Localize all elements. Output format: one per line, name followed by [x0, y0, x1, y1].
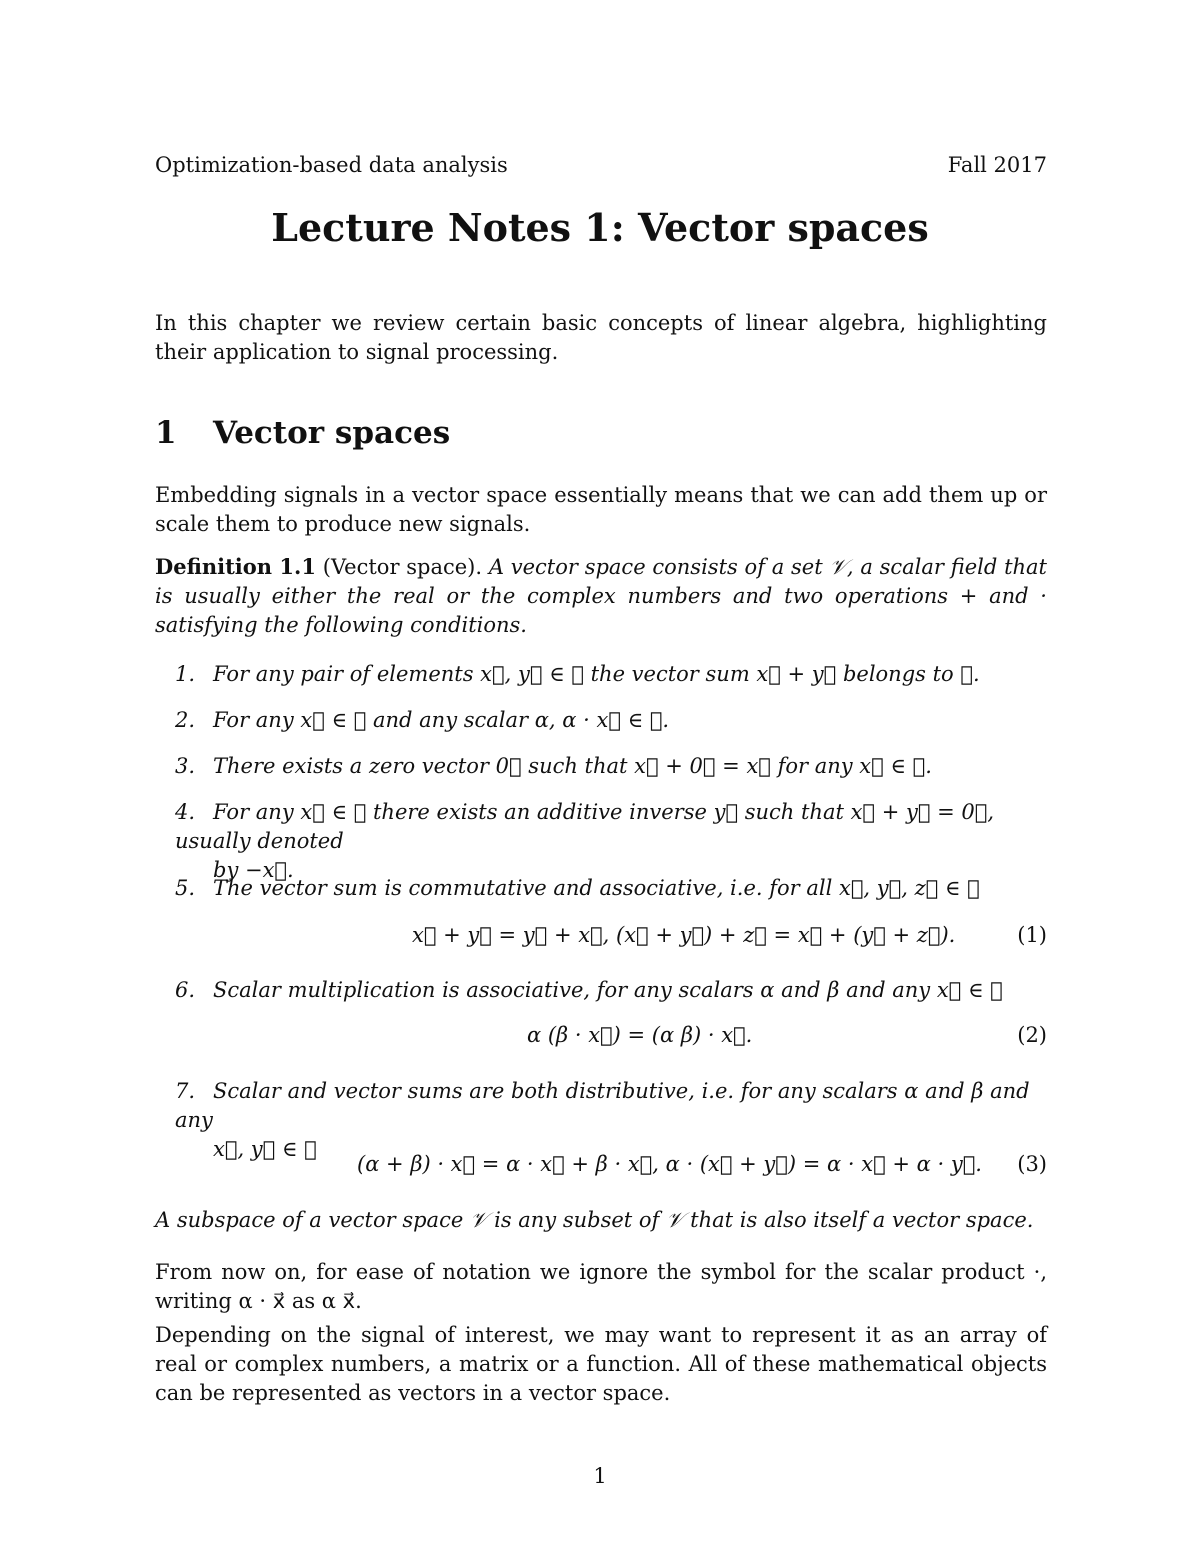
definition-label: Definition 1.1	[155, 554, 316, 579]
equation-2: α (β · x⃗) = (α β) · x⃗.	[527, 1023, 753, 1047]
list-item-text-continued: x⃗, y⃗ ∈ 𝒱	[213, 1137, 317, 1161]
list-item-text: For any x⃗ ∈ 𝒱 there exists an additive inverse y⃗ such that x⃗ + y⃗ = 0⃗, usually denoted	[175, 800, 995, 853]
list-item-text: Scalar and vector sums are both distributive, i.e. for any scalars α and β and any	[175, 1079, 1030, 1132]
definition-block	[155, 552, 1047, 640]
list-item	[175, 874, 1047, 903]
list-item-number: 7.	[175, 1079, 196, 1103]
section-title: Vector spaces	[213, 415, 451, 451]
definition-name: (Vector space).	[322, 555, 483, 579]
list-item-text: The vector sum is commutative and associative, i.e. for all x⃗, y⃗, z⃗ ∈ 𝒱	[213, 876, 980, 900]
notation-paragraph: From now on, for ease of notation we ignore the symbol for the scalar product ·, writing α · x⃗ as α x⃗.	[155, 1260, 1047, 1313]
list-item-number: 5.	[175, 876, 196, 900]
equation-number-1: (1)	[1017, 923, 1047, 947]
list-item-number: 2.	[175, 708, 196, 732]
list-item-number: 6.	[175, 978, 196, 1002]
list-item-number: 1.	[175, 662, 196, 686]
list-item-text: For any pair of elements x⃗, y⃗ ∈ 𝒱 the vector sum x⃗ + y⃗ belongs to 𝒱.	[213, 662, 980, 686]
definition-text: A vector space consists of a set 𝒱, a scalar field that is usually either the real or the complex numbers and two operations + and · satisfying the following conditions.	[155, 555, 1047, 637]
list-item	[175, 660, 1047, 689]
section-number: 1	[155, 415, 177, 451]
list-item	[175, 752, 1047, 781]
page-number: 1	[593, 1464, 607, 1488]
equation-1: x⃗ + y⃗ = y⃗ + x⃗, (x⃗ + y⃗) + z⃗ = x⃗ + (y⃗ + z⃗).	[412, 923, 956, 947]
running-header-term: Fall 2017	[947, 153, 1047, 177]
equation-number-3: (3)	[1017, 1152, 1047, 1176]
list-item-number: 3.	[175, 754, 196, 778]
intro-paragraph: In this chapter we review certain basic concepts of linear algebra, highlighting their application to signal processing.	[155, 311, 1047, 364]
list-item-text: Scalar multiplication is associative, for any scalars α and β and any x⃗ ∈ 𝒱	[213, 978, 1003, 1002]
equation-number-2: (2)	[1017, 1023, 1047, 1047]
equation-3: (α + β) · x⃗ = α · x⃗ + β · x⃗, α · (x⃗ + y⃗) = α · x⃗ + α · y⃗.	[357, 1152, 982, 1176]
section-intro-paragraph: Embedding signals in a vector space essentially means that we can add them up or scale them to produce new signals.	[155, 483, 1047, 536]
list-item	[175, 798, 1047, 885]
list-item	[175, 706, 1047, 735]
list-item-number: 4.	[175, 800, 196, 824]
list-item	[175, 976, 1047, 1005]
subspace-statement: A subspace of a vector space 𝒱 is any subset of 𝒱 that is also itself a vector space.	[155, 1208, 1034, 1232]
closing-paragraph: Depending on the signal of interest, we may want to represent it as an array of real or complex numbers, a matrix or a function. All of these mathematical objects can be represented as vectors in a vector space.	[155, 1323, 1047, 1405]
list-item-text: For any x⃗ ∈ 𝒱 and any scalar α, α · x⃗ ∈ 𝒱.	[213, 708, 670, 732]
list-item-text-continued: by −x⃗.	[213, 858, 294, 882]
list-item-text: There exists a zero vector 0⃗ such that x⃗ + 0⃗ = x⃗ for any x⃗ ∈ 𝒱.	[213, 754, 932, 778]
lecture-title: Lecture Notes 1: Vector spaces	[271, 205, 929, 250]
running-header-course: Optimization-based data analysis	[155, 153, 508, 177]
